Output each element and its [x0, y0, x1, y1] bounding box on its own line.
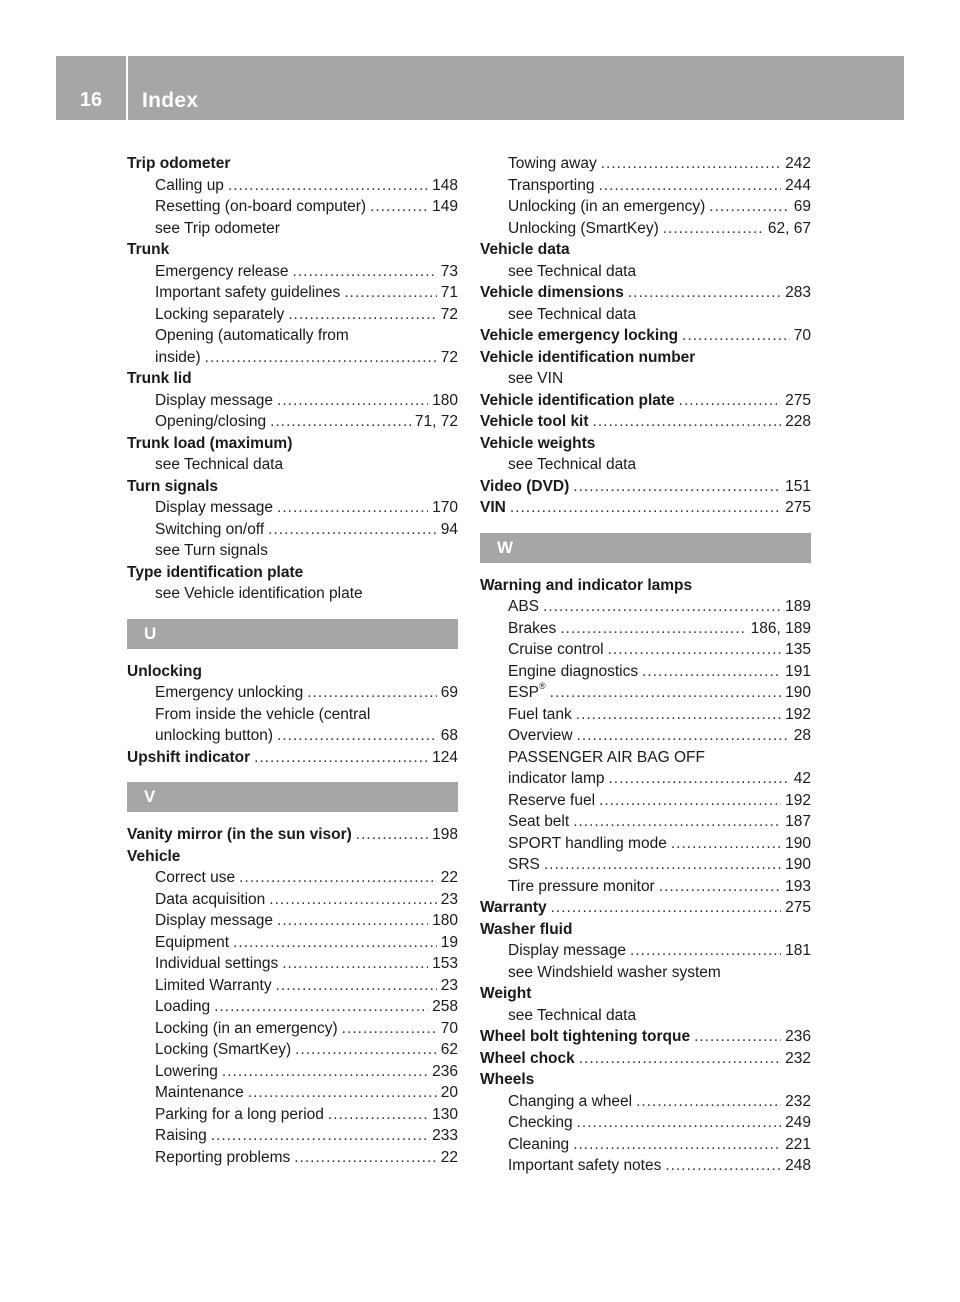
page-reference: 70 — [440, 1019, 458, 1037]
entry-text: Display message — [155, 499, 274, 516]
page-reference: 275 — [785, 391, 811, 409]
index-subentry — [127, 411, 458, 433]
page-reference: 283 — [785, 284, 811, 301]
page-reference: 151 — [785, 477, 811, 495]
leader-dots — [577, 1112, 782, 1134]
leader-dots — [573, 1134, 781, 1156]
index-subentry: see Technical data — [508, 1006, 637, 1024]
leader-dots — [370, 196, 428, 218]
page-reference: 124 — [432, 748, 458, 766]
page-reference: 23 — [440, 890, 458, 908]
index-subentry — [127, 889, 458, 911]
index-heading-entry — [480, 325, 811, 347]
page-reference: 153 — [432, 955, 458, 972]
index-heading: Turn signals — [127, 477, 219, 495]
leader-dots — [269, 889, 436, 911]
entry-text: Unlocking (in an emergency) — [508, 198, 706, 215]
index-subentry — [127, 953, 458, 975]
leader-dots — [573, 476, 781, 498]
page-reference: 23 — [440, 976, 458, 994]
index-subentry — [127, 175, 458, 197]
leader-dots — [609, 768, 790, 790]
entry-text: Changing a wheel — [508, 1092, 633, 1110]
index-subentry: see Vehicle identification plate — [155, 585, 363, 602]
entry-text: Locking (in an emergency) — [155, 1019, 338, 1037]
page-reference: 275 — [785, 899, 811, 916]
entry-text: Upshift indicator — [127, 748, 251, 766]
page-reference: 189 — [785, 598, 811, 615]
page-reference: 68 — [440, 727, 458, 744]
leader-dots — [277, 497, 428, 519]
index-subentry — [480, 704, 811, 726]
leader-dots — [579, 1048, 781, 1070]
index-subentry — [127, 682, 458, 704]
page-reference: 190 — [785, 834, 811, 852]
index-heading-entry — [480, 476, 811, 498]
index-heading: Vehicle weights — [480, 434, 596, 452]
index-heading: Vehicle identification number — [480, 348, 696, 366]
entry-text: indicator lamp — [508, 770, 605, 787]
entry-text: Important safety guidelines — [155, 284, 341, 301]
entry-text: Cleaning — [508, 1135, 570, 1153]
index-subentry — [480, 153, 811, 175]
index-subentry: see Windshield washer system — [508, 963, 721, 981]
leader-dots — [233, 932, 437, 954]
index-subentry — [480, 661, 811, 683]
page-reference: 221 — [785, 1135, 811, 1153]
registered-mark: ® — [539, 681, 546, 691]
entry-text: Vehicle tool kit — [480, 413, 589, 430]
leader-dots — [709, 196, 789, 218]
index-subentry: PASSENGER AIR BAG OFF — [508, 748, 705, 766]
leader-dots — [601, 153, 781, 175]
entry-text: Locking (SmartKey) — [155, 1041, 292, 1058]
leader-dots — [214, 996, 428, 1018]
leader-dots — [211, 1125, 428, 1147]
index-heading-entry — [480, 390, 811, 412]
index-subentry — [480, 618, 811, 640]
leader-dots — [630, 940, 781, 962]
leader-dots — [543, 596, 781, 618]
entry-text: Switching on/off — [155, 520, 265, 538]
index-subentry — [127, 1039, 458, 1061]
leader-dots — [295, 1039, 437, 1061]
index-subentry — [127, 932, 458, 954]
section-letter: U — [127, 619, 458, 649]
index-subentry — [127, 996, 458, 1018]
page-reference: 249 — [785, 1114, 811, 1131]
leader-dots — [288, 304, 437, 326]
index-subentry — [127, 497, 458, 519]
index-subentry: see VIN — [508, 370, 564, 387]
entry-text: Engine diagnostics — [508, 662, 639, 680]
leader-dots — [293, 261, 437, 283]
page-reference: 19 — [440, 933, 458, 951]
entry-text: Unlocking (SmartKey) — [508, 219, 659, 237]
page-reference: 180 — [432, 912, 458, 929]
leader-dots — [642, 661, 781, 683]
entry-text: SRS — [508, 856, 540, 873]
page-reference: 193 — [785, 877, 811, 895]
entry-text: unlocking button) — [155, 727, 274, 744]
index-subentry: see Turn signals — [155, 542, 268, 559]
leader-dots — [344, 282, 437, 304]
index-heading: Trunk load (maximum) — [127, 434, 293, 452]
entry-text: Calling up — [155, 176, 224, 194]
index-subentry — [127, 975, 458, 997]
entry-text: Maintenance — [155, 1084, 244, 1101]
index-subentry — [480, 790, 811, 812]
leader-dots — [576, 704, 781, 726]
entry-text: Limited Warranty — [155, 976, 272, 994]
index-subentry: see Technical data — [155, 456, 284, 473]
index-subentry — [480, 196, 811, 218]
entry-text: Locking separately — [155, 305, 285, 323]
index-column-right — [480, 153, 811, 1177]
entry-text: Reserve fuel — [508, 791, 596, 809]
entry-text: Emergency unlocking — [155, 684, 304, 701]
page-reference: 190 — [785, 856, 811, 873]
index-subentry — [480, 1112, 811, 1134]
index-subentry — [480, 682, 811, 704]
page-reference: 135 — [785, 641, 811, 658]
page-reference: 236 — [432, 1062, 458, 1080]
leader-dots — [694, 1026, 781, 1048]
index-heading: Type identification plate — [127, 563, 304, 581]
leader-dots — [599, 790, 781, 812]
index-subentry — [127, 347, 458, 369]
leader-dots — [636, 1091, 781, 1113]
index-subentry: see Technical data — [508, 262, 637, 280]
page-reference: 72 — [440, 305, 458, 323]
page-reference: 180 — [432, 391, 458, 409]
index-subentry — [480, 768, 811, 790]
index-subentry — [480, 876, 811, 898]
index-heading: Warning and indicator lamps — [480, 576, 693, 594]
leader-dots — [277, 390, 428, 412]
index-subentry — [127, 1018, 458, 1040]
leader-dots — [577, 725, 790, 747]
index-subentry: Opening (automatically from — [155, 327, 349, 344]
page-reference: 42 — [793, 770, 811, 787]
index-heading: Wheels — [480, 1071, 535, 1088]
entry-text: Individual settings — [155, 955, 279, 972]
page-reference: 236 — [785, 1028, 811, 1045]
entry-text: Transporting — [508, 176, 595, 194]
leader-dots — [608, 639, 782, 661]
leader-dots — [593, 411, 782, 433]
entry-text: inside) — [155, 348, 201, 366]
index-heading-entry — [480, 497, 811, 519]
leader-dots — [659, 876, 781, 898]
index-heading: Unlocking — [127, 662, 202, 680]
page-reference: 70 — [793, 327, 811, 344]
leader-dots — [277, 910, 428, 932]
index-heading-entry — [480, 411, 811, 433]
page-reference: 242 — [785, 155, 811, 172]
page-reference: 186, 189 — [750, 619, 811, 637]
leader-dots — [560, 618, 746, 640]
page-reference: 62, 67 — [767, 219, 811, 237]
section-letter: V — [127, 782, 458, 812]
page-reference: 198 — [432, 826, 458, 843]
page-reference: 22 — [440, 869, 458, 886]
index-heading-entry — [127, 824, 458, 846]
index-subentry — [127, 304, 458, 326]
page-reference: 62 — [440, 1041, 458, 1058]
index-subentry: see Technical data — [508, 305, 637, 323]
index-heading: Vehicle data — [480, 241, 570, 258]
index-heading: Trip odometer — [127, 155, 231, 172]
page-reference: 187 — [785, 813, 811, 830]
leader-dots — [270, 411, 411, 433]
leader-dots — [268, 519, 437, 541]
leader-dots — [276, 975, 437, 997]
page-reference: 71 — [440, 284, 458, 301]
index-subentry — [127, 1125, 458, 1147]
entry-text: Vehicle dimensions — [480, 284, 624, 301]
leader-dots — [328, 1104, 428, 1126]
index-subentry — [480, 811, 811, 833]
page-reference: 244 — [785, 176, 811, 194]
leader-dots — [628, 282, 781, 304]
page-reference: 22 — [440, 1148, 458, 1166]
page-reference: 20 — [440, 1084, 458, 1101]
index-subentry: see Trip odometer — [155, 219, 280, 237]
leader-dots — [510, 497, 781, 519]
page-reference: 232 — [785, 1049, 811, 1067]
index-subentry — [127, 1104, 458, 1126]
leader-dots — [254, 747, 428, 769]
entry-text: Important safety notes — [508, 1157, 662, 1174]
page-reference: 170 — [432, 499, 458, 516]
index-subentry — [127, 725, 458, 747]
page-title: Index — [142, 89, 199, 112]
page-reference: 192 — [785, 791, 811, 809]
index-heading: Trunk lid — [127, 370, 192, 387]
index-subentry — [480, 1155, 811, 1177]
index-subentry — [127, 1061, 458, 1083]
index-subentry — [480, 1091, 811, 1113]
leader-dots — [282, 953, 428, 975]
leader-dots — [205, 347, 437, 369]
page-header — [56, 56, 904, 120]
entry-text: Warranty — [480, 899, 547, 916]
page-reference: 192 — [785, 705, 811, 723]
page-reference: 69 — [440, 684, 458, 701]
leader-dots — [239, 867, 437, 889]
entry-text: Parking for a long period — [155, 1105, 324, 1123]
index-subentry — [127, 1147, 458, 1169]
index-subentry — [127, 910, 458, 932]
leader-dots — [356, 824, 428, 846]
entry-text: Vehicle emergency locking — [480, 327, 679, 344]
entry-text: Display message — [155, 391, 274, 409]
page-reference: 233 — [432, 1127, 458, 1144]
page-reference: 232 — [785, 1092, 811, 1110]
entry-text: Resetting (on-board computer) — [155, 198, 367, 215]
entry-text: Overview — [508, 727, 573, 744]
entry-text: Emergency release — [155, 262, 289, 280]
index-subentry — [127, 261, 458, 283]
page-reference: 28 — [793, 727, 811, 744]
leader-dots — [342, 1018, 437, 1040]
leader-dots — [228, 175, 428, 197]
entry-text: ESP® — [508, 681, 546, 701]
index-subentry — [480, 854, 811, 876]
index-heading-entry — [480, 897, 811, 919]
index-subentry: From inside the vehicle (central — [155, 705, 371, 723]
leader-dots — [544, 854, 781, 876]
page-reference: 228 — [785, 413, 811, 430]
index-heading-entry — [480, 1048, 811, 1070]
entry-text: Lowering — [155, 1062, 218, 1080]
page-number: 16 — [79, 89, 103, 111]
index-column-left — [127, 153, 458, 1168]
entry-text: Display message — [155, 912, 274, 929]
index-heading-entry — [480, 1026, 811, 1048]
entry-text: Display message — [508, 942, 627, 959]
index-subentry — [127, 1082, 458, 1104]
leader-dots — [222, 1061, 428, 1083]
entry-text: Loading — [155, 998, 211, 1015]
index-subentry — [480, 639, 811, 661]
index-subentry — [480, 218, 811, 240]
index-subentry: see Technical data — [508, 456, 637, 473]
leader-dots — [598, 175, 781, 197]
entry-text: SPORT handling mode — [508, 834, 667, 852]
entry-text: Wheel bolt tightening torque — [480, 1028, 691, 1045]
index-subentry — [480, 175, 811, 197]
entry-text: Opening/closing — [155, 413, 267, 430]
entry-text: Correct use — [155, 869, 236, 886]
section-letter: W — [480, 533, 811, 563]
index-heading: Trunk — [127, 241, 170, 258]
index-subentry — [127, 867, 458, 889]
index-heading: Vehicle — [127, 847, 181, 865]
leader-dots — [550, 682, 781, 704]
entry-text: Seat belt — [508, 813, 570, 830]
leader-dots — [663, 218, 764, 240]
leader-dots — [679, 390, 781, 412]
index-subentry — [127, 282, 458, 304]
index-subentry — [127, 196, 458, 218]
leader-dots — [671, 833, 781, 855]
page-reference: 94 — [440, 520, 458, 538]
page-reference: 148 — [432, 176, 458, 194]
page-reference: 149 — [432, 198, 458, 215]
leader-dots — [248, 1082, 437, 1104]
entry-text: Wheel chock — [480, 1049, 575, 1067]
index-subentry — [480, 1134, 811, 1156]
entry-text: Data acquisition — [155, 890, 266, 908]
page-reference: 190 — [785, 684, 811, 701]
index-subentry — [127, 519, 458, 541]
index-heading: Washer fluid — [480, 920, 573, 938]
entry-text: Equipment — [155, 933, 230, 951]
index-heading: Weight — [480, 985, 532, 1002]
leader-dots — [665, 1155, 781, 1177]
page-reference: 181 — [785, 942, 811, 959]
page-reference: 130 — [432, 1105, 458, 1123]
index-subentry — [480, 596, 811, 618]
page-reference: 248 — [785, 1157, 811, 1174]
index-subentry — [480, 833, 811, 855]
entry-text: Tire pressure monitor — [508, 877, 655, 895]
entry-text: Raising — [155, 1127, 207, 1144]
entry-text: Towing away — [508, 155, 597, 172]
leader-dots — [573, 811, 781, 833]
entry-text: Reporting problems — [155, 1148, 291, 1166]
index-heading-entry — [480, 282, 811, 304]
index-subentry — [480, 940, 811, 962]
entry-text: Vehicle identification plate — [480, 391, 675, 409]
leader-dots — [277, 725, 437, 747]
leader-dots — [682, 325, 790, 347]
page-reference: 258 — [432, 998, 458, 1015]
entry-text: VIN — [480, 499, 506, 516]
index-heading-entry — [127, 747, 458, 769]
page-reference: 71, 72 — [414, 413, 458, 430]
index-subentry — [480, 725, 811, 747]
page-reference: 69 — [793, 198, 811, 215]
entry-text: Video (DVD) — [480, 477, 570, 495]
page-reference: 275 — [785, 499, 811, 516]
leader-dots — [294, 1147, 436, 1169]
entry-text: Checking — [508, 1114, 573, 1131]
leader-dots — [551, 897, 782, 919]
entry-text: ABS — [508, 598, 540, 615]
page-reference: 73 — [440, 262, 458, 280]
leader-dots — [307, 682, 437, 704]
entry-text: Vanity mirror (in the sun visor) — [127, 826, 352, 843]
page-reference: 191 — [785, 662, 811, 680]
page-reference: 72 — [440, 348, 458, 366]
index-subentry — [127, 390, 458, 412]
entry-text: Fuel tank — [508, 705, 572, 723]
entry-text: Brakes — [508, 619, 557, 637]
entry-text: Cruise control — [508, 641, 604, 658]
